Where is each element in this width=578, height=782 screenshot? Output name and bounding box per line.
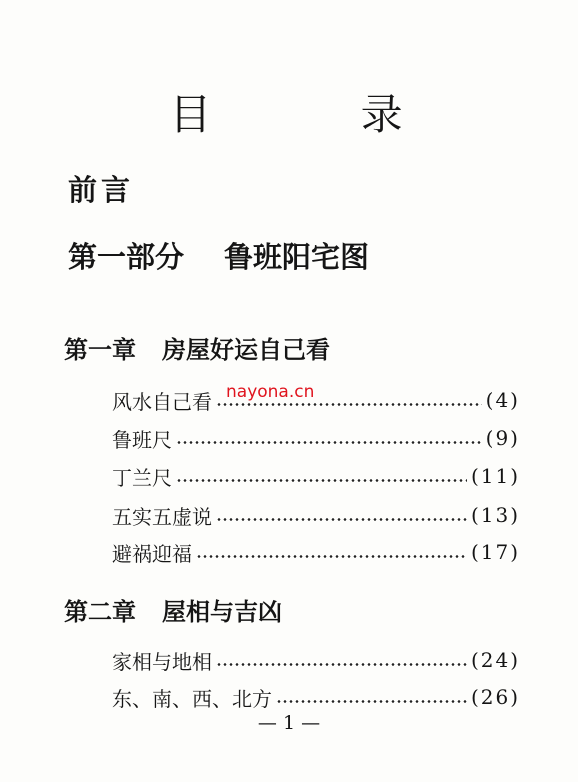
preface-heading: 前言 [68, 173, 135, 207]
dot-leader [216, 403, 482, 406]
entry-label: 五实五虚说 [112, 504, 212, 529]
toc-entry [112, 423, 520, 453]
toc-entry [112, 645, 520, 675]
entry-page: (24) [470, 648, 520, 672]
chapter-title: 房屋好运自己看 [162, 336, 330, 364]
entry-label: 丁兰尺 [112, 465, 172, 490]
entry-page: (17) [470, 540, 520, 564]
part-heading [68, 235, 369, 276]
watermark-text: nayona.cn [226, 382, 315, 402]
dot-leader [216, 518, 467, 521]
entry-page: (9) [485, 426, 520, 450]
part-label: 第一部分 [68, 240, 185, 274]
dot-leader [216, 663, 467, 666]
dot-leader [196, 555, 467, 558]
entry-page: (13) [470, 503, 520, 527]
dot-leader [176, 441, 482, 444]
toc-entry [112, 500, 520, 530]
entry-label: 家相与地相 [112, 649, 212, 674]
page-number: — 1 — [257, 712, 321, 734]
chapter-1-heading [64, 330, 330, 365]
toc-entry [112, 537, 520, 567]
chapter-label: 第二章 [64, 598, 136, 626]
dot-leader [276, 700, 467, 703]
toc-entry [112, 682, 520, 712]
entry-label: 鲁班尺 [112, 427, 172, 452]
dot-leader [176, 479, 467, 482]
entry-page: (4) [485, 388, 520, 412]
entry-page: (11) [470, 464, 520, 488]
entry-label: 避祸迎福 [112, 541, 192, 566]
entry-page: (26) [470, 685, 520, 709]
chapter-title: 屋相与吉凶 [162, 598, 282, 626]
page-title: 目 录 [169, 90, 471, 139]
toc-entry [112, 385, 520, 415]
part-title: 鲁班阳宅图 [224, 240, 370, 274]
chapter-label: 第一章 [64, 336, 136, 364]
chapter-2-heading [64, 592, 282, 627]
entry-label: 东、南、西、北方 [112, 686, 272, 711]
entry-label: 风水自己看 [112, 389, 212, 414]
toc-entry [112, 461, 520, 491]
